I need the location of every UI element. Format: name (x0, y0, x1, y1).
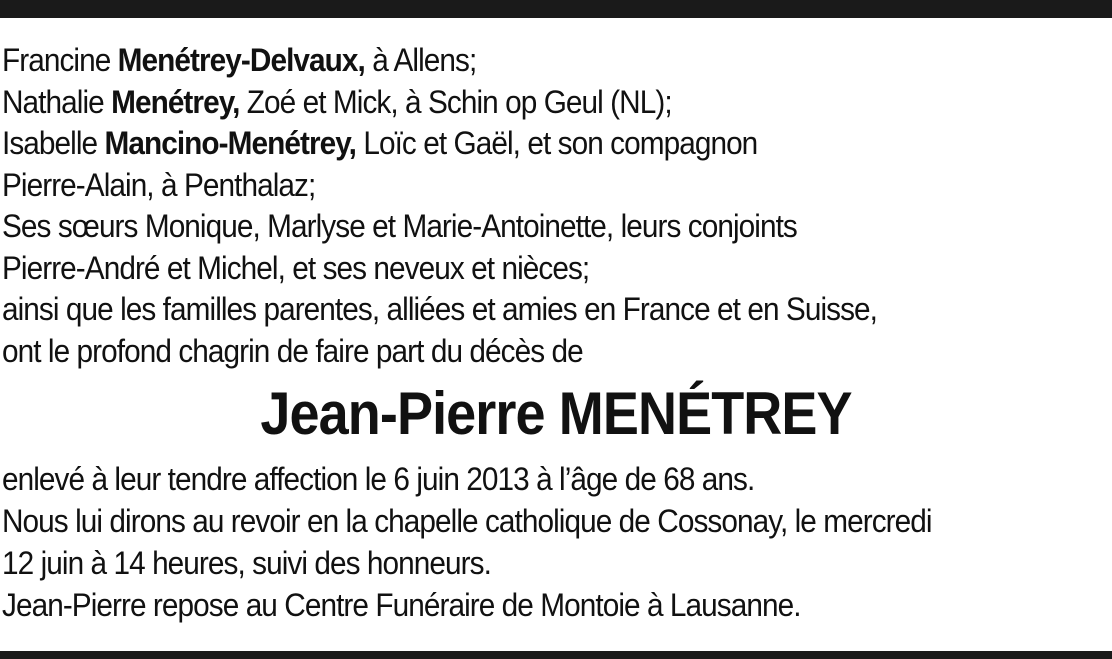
notice-details (2, 458, 1110, 626)
family-line-2 (2, 82, 1032, 124)
top-rule (0, 0, 1112, 18)
death-notice (2, 40, 1110, 626)
family-line-3-name: Isabelle (2, 125, 105, 161)
family-line-6: Pierre-André et Michel, et ses neveux et nièces; (2, 249, 590, 286)
detail-line-3: 12 juin à 14 heures, suivi des honneurs. (2, 545, 491, 581)
family-line-3-surname: Mancino-Menétrey, (104, 125, 356, 161)
family-line-5: Ses sœurs Monique, Marlyse et Marie-Antoinette, leurs conjoints (2, 208, 797, 244)
deceased-name: Jean-Pierre MENÉTREY (260, 380, 852, 447)
family-line-2-detail: Zoé et Mick, à Schin op Geul (NL); (239, 83, 672, 120)
bottom-rule (0, 651, 1112, 659)
family-line-2-surname: Menétrey, (111, 83, 240, 120)
family-line-4: Pierre-Alain, à Penthalaz; (2, 166, 316, 203)
family-line-3-detail: Loïc et Gaël, et son compagnon (355, 125, 758, 161)
family-line-2-name: Nathalie (2, 83, 112, 120)
family-line-1-surname: Menétrey-Delvaux, (117, 42, 365, 78)
family-line-3 (2, 123, 1032, 165)
family-line-1-detail: à Allens; (364, 42, 477, 78)
detail-line-4: Jean-Pierre repose au Centre Funéraire de Montoie à Lausanne. (2, 587, 801, 623)
family-line-8: ont le profond chagrin de faire part du décès de (2, 332, 583, 369)
family-line-7: ainsi que les familles parentes, alliées et amies en France et en Suisse, (2, 291, 877, 327)
family-line-1 (2, 40, 1032, 82)
detail-line-1: enlevé à leur tendre affection le 6 juin 2013 à l’âge de 68 ans. (2, 461, 755, 497)
family-line-1-name: Francine (2, 42, 118, 78)
detail-line-2: Nous lui dirons au revoir en la chapelle catholique de Cossonay, le mercredi (2, 503, 932, 539)
